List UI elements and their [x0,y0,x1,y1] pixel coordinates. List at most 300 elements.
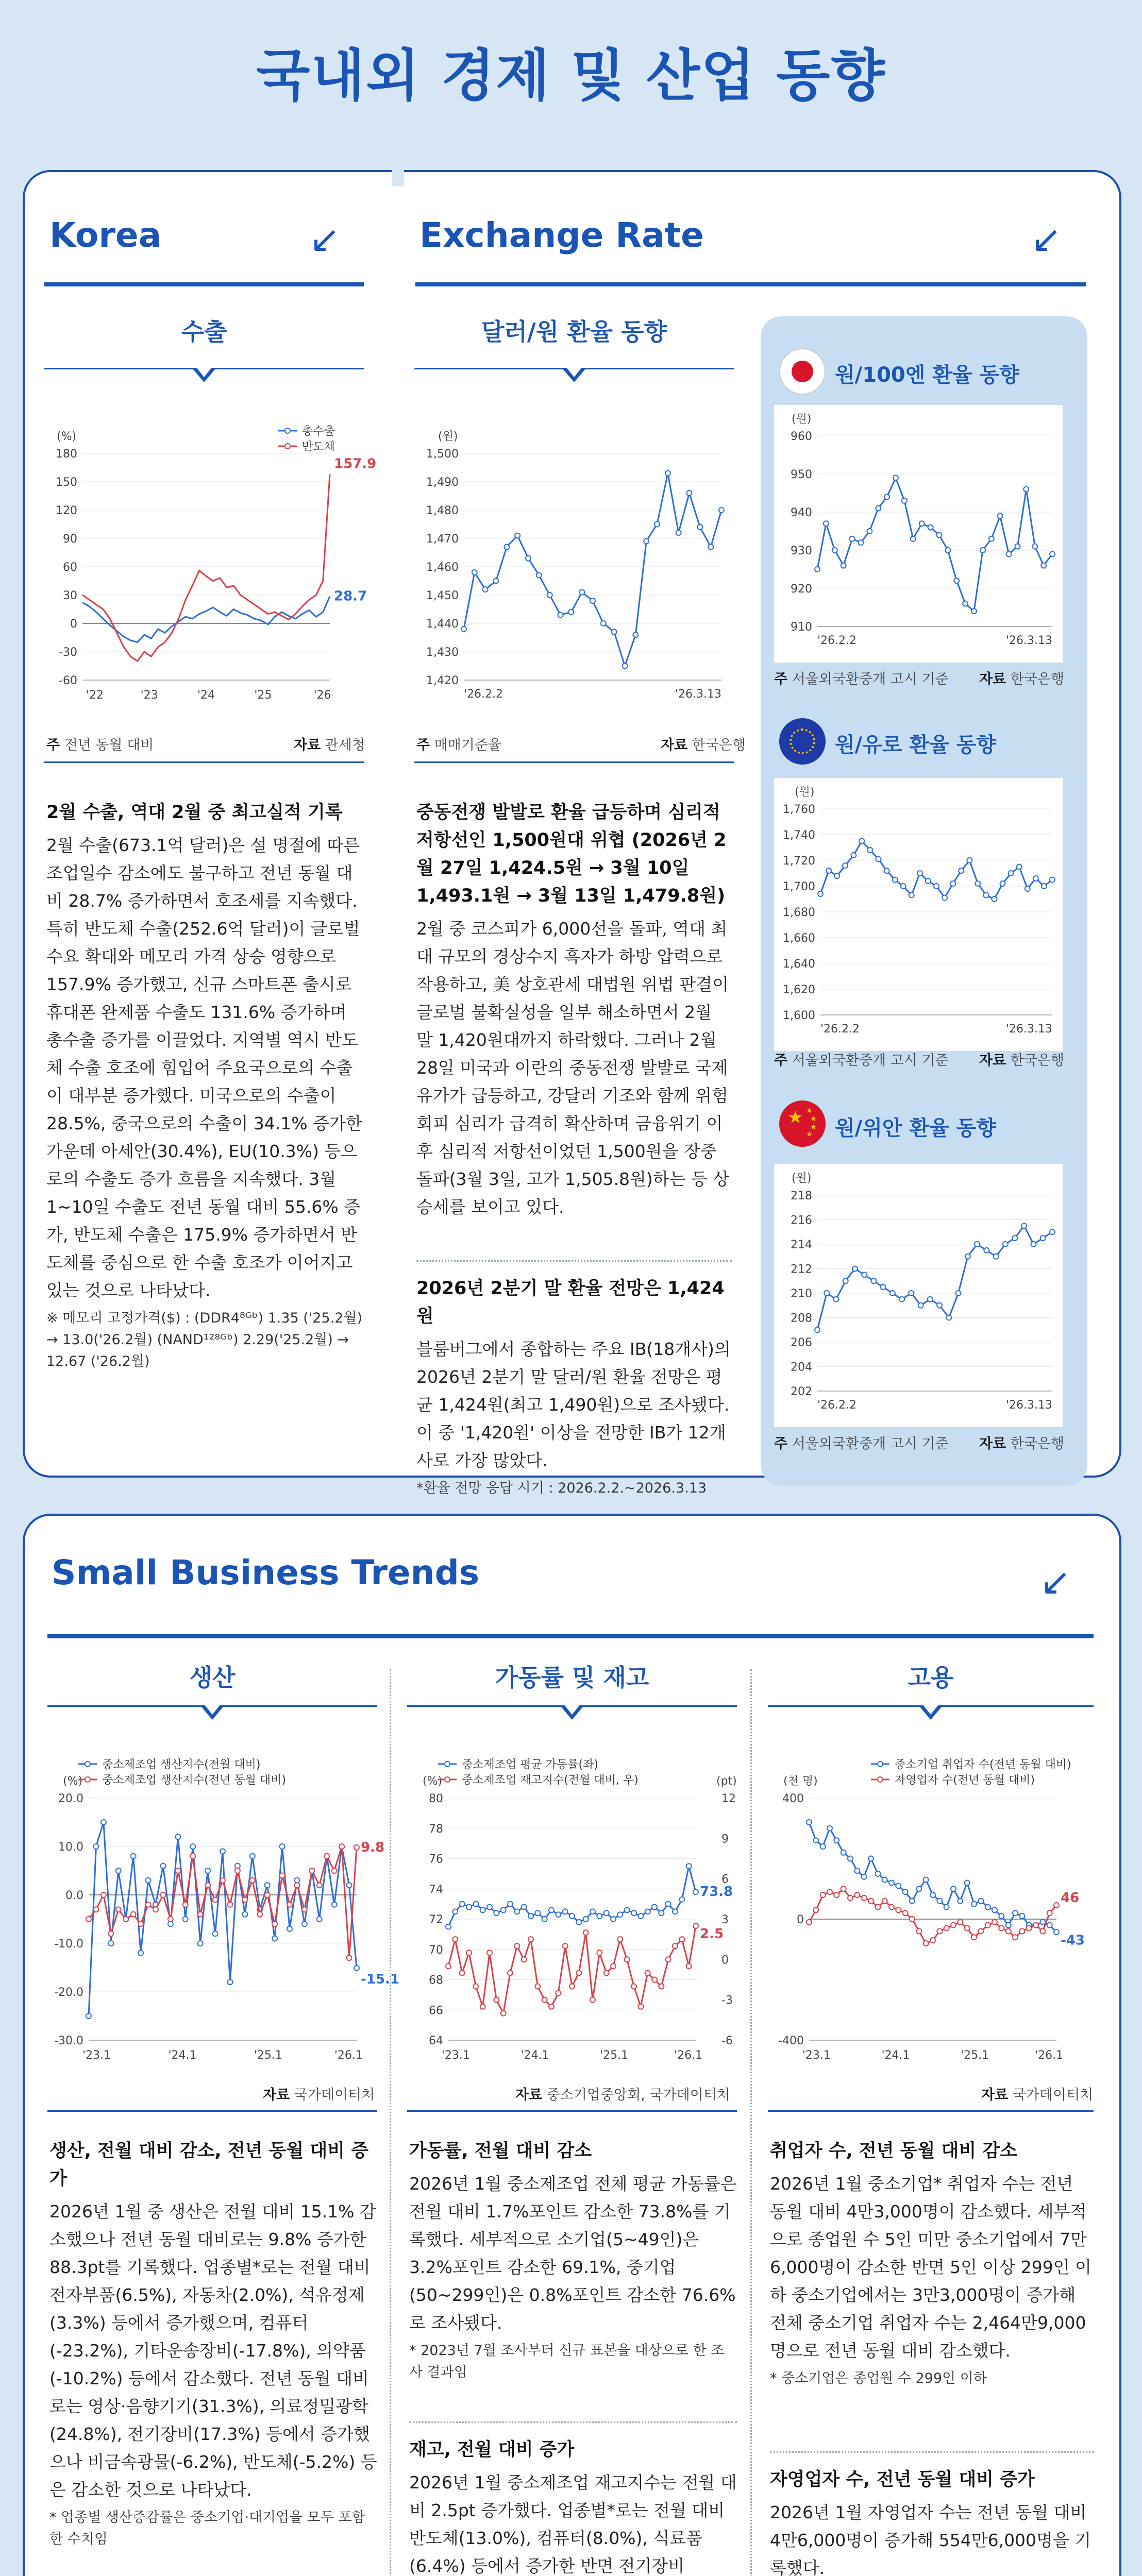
y-tick-label: 1,720 [783,855,815,868]
data-point [501,2011,506,2016]
data-point [549,2004,554,2009]
data-point [867,529,872,534]
data-point [242,1897,247,1902]
data-point [528,1913,533,1919]
tab-notch [392,168,404,187]
utilization-title: 가동률 및 재고 [495,1664,649,1691]
data-point [967,858,972,863]
series-line [82,596,330,642]
data-point [679,1937,684,1942]
production-title: 생산 [189,1664,236,1691]
usd-note: 주 매매기준율 [416,737,502,753]
yuan-note: 주 서울외국환중개 고시 기준 [774,1436,949,1452]
data-point [86,2013,91,2019]
data-point [535,1984,540,1989]
data-point [590,1909,595,1914]
y-tick-label: 120 [56,504,77,517]
data-point [183,1917,188,1922]
employment-chart [768,1752,1098,2071]
data-point [827,1889,832,1894]
yen-chart [774,405,1063,663]
y-tick-label: -30 [59,646,77,659]
data-point [1050,877,1055,883]
data-point [535,1910,540,1916]
data-point [867,848,872,853]
data-point [930,1938,935,1943]
data-point [882,1899,887,1904]
end-value-label: 2.5 [700,1926,724,1942]
sep-1 [390,1669,391,2576]
data-point [542,1917,547,1922]
data-point [446,1963,451,1969]
y-unit-label: (원) [792,1172,812,1185]
x-end-label: '26.3.13 [1005,634,1052,647]
data-point [951,1923,956,1928]
y-right-tick-label: 0 [721,1954,729,1967]
data-point [601,621,606,626]
data-point [697,524,702,530]
data-point [676,530,681,535]
export-source: 자료 관세청 [294,737,366,753]
legend-label: 총수출 [302,425,335,438]
data-point [569,1984,575,1989]
data-point [719,507,724,513]
data-point [954,578,959,583]
data-point [302,1907,307,1912]
y-tick-label: 1,660 [783,932,815,945]
data-point [324,1854,329,1859]
data-point [1041,563,1046,568]
legend-label: 자영업자 수(전년 동월 대비) [895,1774,1035,1787]
data-point [928,525,933,530]
legend-marker [445,1777,450,1782]
data-point [108,1931,113,1936]
data-point [1012,1235,1017,1241]
data-point [686,1863,692,1869]
data-point [910,1899,915,1904]
data-point [965,1254,970,1259]
data-point [1015,544,1020,549]
data-point [528,1937,533,1942]
utilization-notch [561,1706,583,1720]
data-point [576,1920,581,1925]
y-unit-label: (%) [423,1775,443,1788]
data-point [965,1880,970,1886]
data-point [815,567,820,572]
korea-article [46,799,366,1372]
korea-article-note: ※ 메모리 고정가격($) : (DDR4⁸ᴳᵇ) 1.35 ('25.2월) → 13.0('26.2월) (NAND¹²⁸ᴳᵇ) 2.29('25.2월) → 12.67 ('26.2월) [46,1310,362,1369]
inventory-article-title: 재고, 전월 대비 증가 [409,2439,575,2460]
data-point [569,1913,575,1919]
data-point [958,1920,963,1925]
data-point [1040,1929,1045,1934]
y-tick-label: 204 [791,1361,812,1374]
yuan-source: 자료 한국은행 [979,1436,1065,1452]
export-chart [41,412,377,721]
data-point [198,1941,203,1946]
data-point [108,1941,113,1946]
data-point [999,1926,1004,1931]
data-point [934,884,939,889]
usd-article-body: 2월 중 코스피가 6,000선을 돌파, 역대 최대 규모의 경상수지 흑자가 하방 압력으로 작용하고, 美 상호관세 대법원 위법 판결이 글로벌 불확실성을 일부 해소하면서 2월 말 1,420원대까지 하락했다. 그러나 2월 28일 미국과 이란의 중동전쟁 발발로 국제유가가 급등하고, 강달러 기조와 함께 위험회피 심리가 급격히 확산하며 금융위기 이후 심리적 저항선이었던 1,500원을 장중 돌파(3월 3일, 고가 1,505.8원)하는 등 상승세를 보이고 있다. [416,919,730,1217]
export-note: 주 전년 동월 대비 [46,737,154,753]
y-tick-label: 950 [791,468,812,481]
data-point [679,1897,684,1902]
data-point [971,608,977,614]
data-point [903,1889,908,1894]
y-tick-label: 210 [791,1287,812,1300]
y-unit-label: (천 명) [783,1775,818,1788]
utilization-article-title: 가동률, 전월 대비 감소 [409,2141,592,2161]
y-tick-label: 1,600 [783,1009,815,1022]
data-point [1023,487,1029,492]
data-point [579,590,584,595]
data-point [666,1957,671,1962]
chart-background [774,778,1063,1051]
usd-bottom-rule [414,761,734,763]
employment-article-title: 취업자 수, 전년 동월 대비 감소 [770,2141,1017,2161]
y-tick-label: 1,420 [426,674,459,687]
data-point [1050,551,1055,556]
data-point [815,1327,820,1332]
data-point [850,536,855,541]
data-point [287,1926,292,1931]
data-point [659,1984,664,1989]
x-start-label: '26.2.2 [817,634,857,647]
data-point [980,548,985,553]
data-point [597,1950,602,1955]
data-point [213,1931,218,1936]
utilization-article-note: * 2023년 7월 조사부터 신규 표본을 대상으로 한 조사 결과임 [409,2343,725,2380]
production-source-text: 국가데이터처 [294,2087,375,2103]
x-end-label: '26.3.13 [1005,1399,1052,1412]
data-point [280,1844,285,1849]
data-point [205,1868,210,1873]
x-tick-label: '26 [313,689,331,702]
data-point [563,1909,568,1914]
data-point [852,1266,858,1272]
data-point [549,1907,554,1912]
data-point [604,1910,609,1916]
y-tick-label: 0 [70,618,77,631]
data-point [123,1917,128,1922]
data-point [452,1937,458,1942]
usd-sep [416,1260,732,1262]
utilization-source: 자료 중소기업중앙회, 국가데이터처 [515,2087,730,2103]
data-point [956,1291,961,1296]
korea-arrow-icon: ↙ [309,217,341,261]
sb-heading: Small Business Trends [52,1553,480,1592]
data-point [138,1951,143,1956]
korea-article-title: 2월 수출, 역대 2월 중 최고실적 기록 [46,802,343,823]
data-point [978,1899,983,1904]
data-point [937,1899,942,1904]
y-unit-label: (원) [795,786,815,799]
y-tick-label: 910 [791,621,812,634]
x-tick-label: '26.1 [1035,2049,1064,2062]
sb-arrow-icon: ↙ [1040,1560,1071,1603]
data-point [272,1921,277,1926]
y-tick-label: 1,500 [426,448,459,461]
data-point [302,1921,307,1926]
data-point [944,1905,949,1910]
export-title: 수출 [181,318,227,346]
data-point [138,1921,143,1926]
data-point [978,1929,983,1934]
data-point [522,1957,527,1962]
data-point [515,533,520,538]
data-point [198,1912,203,1917]
data-point [638,1913,643,1919]
data-point [472,570,477,575]
sb-rule [47,1634,1094,1638]
data-point [1040,1235,1046,1241]
x-tick-label: '25.1 [961,2049,989,2062]
data-point [965,1926,970,1931]
korea-heading: Korea [49,215,162,255]
data-point [547,592,552,598]
data-point [294,1883,299,1888]
legend-label: 중소기업 취업자 수(전년 동월 대비) [895,1758,1071,1771]
data-point [963,601,968,606]
end-value-label: -43 [1061,1933,1085,1948]
data-point [884,868,889,873]
data-point [994,1254,999,1259]
y-tick-label: 212 [791,1263,812,1276]
data-point [876,506,881,511]
y-tick-label: 1,430 [426,646,459,659]
y-unit-label: (%) [57,430,77,443]
utilization-chart [407,1752,742,2071]
y-tick-label: 1,490 [426,476,459,489]
data-point [975,1242,980,1247]
end-value-label: -15.1 [361,1971,399,1987]
data-point [1006,1923,1011,1928]
data-point [526,556,531,561]
data-point [617,1912,623,1917]
exchange-arrow-icon: ↙ [1031,217,1062,261]
data-point [473,1984,478,1989]
outlook-article [416,1275,732,1499]
data-point [466,1950,472,1955]
employment-article [770,2137,1094,2389]
data-point [975,881,980,886]
data-point [693,1889,698,1894]
data-point [876,857,881,862]
y-tick-label: 10.0 [58,1841,83,1854]
data-point [1025,886,1030,891]
legend-marker [85,1777,90,1782]
data-point [611,1963,616,1969]
data-point [1019,1913,1025,1919]
data-point [951,1886,956,1891]
data-point [460,1902,465,1907]
data-point [909,893,914,898]
y-unit-label: (원) [438,430,458,443]
data-point [611,1917,616,1922]
data-point [1040,1920,1045,1925]
data-point [834,873,839,878]
utilization-sep [409,2421,737,2423]
y-tick-label: 74 [429,1883,443,1896]
data-point [998,513,1003,518]
data-point [175,1834,180,1839]
data-point [1047,1910,1052,1916]
x-tick-label: '23.1 [82,2049,111,2062]
data-point [989,536,994,541]
data-point [992,1920,997,1925]
yuan-source-text: 한국은행 [1010,1436,1065,1452]
utilization-source-text: 중소기업중앙회, 국가데이터처 [546,2087,730,2103]
outlook-title: 2026년 2분기 말 환율 전망은 1,424원 [416,1278,725,1327]
x-start-label: '26.2.2 [820,1023,860,1036]
data-point [501,1907,506,1912]
y-tick-label: 180 [56,448,77,461]
yuan-title: 원/위안 환율 동향 [835,1116,996,1140]
data-point [824,521,829,526]
exchange-heading: Exchange Rate [419,215,704,255]
self-employed-body: 2026년 1월 자영업자 수는 전년 동월 대비 4만6,000명이 증가해 554만6,000명을 기록했다. [770,2502,1091,2576]
x-tick-label: '23.1 [441,2049,470,2062]
yuan-note-text: 서울외국환중개 고시 기준 [792,1436,949,1452]
outlook-note: *환율 전망 응답 시기 : 2026.2.2.~2026.3.13 [416,1480,707,1496]
data-point [834,1892,839,1897]
data-point [265,1892,270,1897]
data-point [813,1907,818,1912]
data-point [841,1886,846,1891]
y-right-unit-label: (pt) [716,1775,737,1788]
data-point [227,1902,232,1907]
x-tick-label: '24 [197,689,215,702]
x-tick-label: '24.1 [881,2049,910,2062]
data-point [558,613,563,618]
data-point [687,490,692,496]
x-start-label: '26.2.2 [464,688,503,701]
data-point [807,1820,812,1825]
data-point [153,1907,158,1912]
y-right-tick-label: -6 [721,2035,733,2047]
exchange-rule [415,282,1086,286]
end-value-label: 73.8 [700,1884,733,1900]
employment-notch [919,1706,942,1720]
euro-source-text: 한국은행 [1010,1053,1065,1069]
y-tick-label: 218 [791,1190,812,1202]
utilization-article [409,2137,737,2383]
legend-marker [445,1761,450,1767]
data-point [205,1883,210,1888]
data-point [631,1910,636,1916]
data-point [583,1917,589,1922]
data-point [1054,1903,1059,1908]
production-chart [47,1752,399,2071]
data-point [985,1905,990,1910]
employment-title: 고용 [908,1664,954,1691]
data-point [213,1897,218,1902]
data-point [131,1912,136,1917]
data-point [708,545,713,550]
y-right-tick-label: 12 [721,1792,736,1805]
data-point [918,1303,923,1308]
data-point [612,630,617,635]
yen-note: 주 서울외국환중개 고시 기준 [774,671,949,687]
legend-label: 중소제조업 평균 가동률(좌) [462,1758,598,1771]
data-point [868,1899,874,1904]
y-tick-label: 72 [429,1913,443,1926]
data-point [652,1905,657,1910]
y-right-tick-label: 3 [721,1913,729,1926]
usd-title: 달러/원 환율 동향 [481,318,667,346]
data-point [272,1936,277,1941]
y-tick-label: 1,440 [426,618,459,631]
data-point [461,626,466,632]
data-point [889,1880,894,1886]
y-tick-label: 206 [791,1336,812,1349]
data-point [514,1909,519,1914]
y-tick-label: 960 [791,430,812,443]
data-point [1006,1929,1011,1934]
data-point [875,1905,880,1910]
inventory-article [409,2436,737,2576]
usd-note-text: 매매기준율 [434,737,502,753]
data-point [101,1892,106,1897]
data-point [826,868,831,873]
data-point [625,1907,630,1912]
production-article-note: * 업종별 생산증감률은 중소기업·대기업을 모두 포함한 수치임 [49,2510,365,2547]
inventory-article-body: 2026년 1월 중소제조업 재고지수는 전월 대비 2.5pt 증가했다. 업종별*로는 전월 대비 반도체(13.0%), 컴퓨터(8.0%), 식료품(6.4%) 등에서 증가한 반면 전기장비 [409,2472,737,2576]
data-point [862,1895,867,1901]
data-point [665,471,670,476]
data-point [851,853,856,858]
data-point [833,1297,838,1302]
x-end-label: '26.3.13 [1005,1023,1052,1036]
data-point [999,1913,1004,1919]
end-value-label: 157.9 [334,456,377,472]
data-point [556,1912,561,1917]
y-tick-label: 90 [63,533,77,546]
data-point [309,1868,314,1873]
y-tick-label: 1,760 [783,803,815,816]
usd-article [416,799,732,1221]
employment-source: 자료 국가데이터처 [981,2087,1094,2103]
data-point [659,1910,664,1916]
data-point [923,1941,929,1946]
y-tick-label: 20.0 [58,1792,83,1805]
export-note-text: 전년 동월 대비 [64,737,154,753]
data-point [633,632,638,637]
y-unit-label: (%) [63,1775,83,1788]
yuan-chart [774,1164,1063,1427]
x-tick-label: '24.1 [520,2049,549,2062]
data-point [1050,1229,1055,1234]
data-point [644,539,649,544]
production-source: 자료 국가데이터처 [263,2087,375,2103]
utilization-article-body: 2026년 1월 중소제조업 전체 평균 가동률은 전월 대비 1.7%포인트 감소한 73.8%를 기록했다. 세부적으로 소기업(5~49인)은 3.2%포인트 감소한 69.1%, 중기업(50~299인)은 0.8%포인트 감소한 76.6%로 조사됐다. [409,2174,737,2333]
data-point [160,1892,165,1897]
data-point [854,1868,860,1873]
data-point [556,1991,561,1996]
data-point [1017,865,1022,870]
data-point [843,863,848,868]
y-tick-label: -20.0 [54,1986,83,1999]
x-tick-label: '26.1 [334,2049,363,2062]
data-point [645,1970,650,1975]
data-point [487,1950,492,1955]
y-right-tick-label: -3 [721,1994,733,2007]
eu-flag-icon [779,718,826,765]
y-tick-label: 208 [791,1312,812,1325]
data-point [916,1929,921,1934]
employment-source-text: 국가데이터처 [1012,2087,1094,2103]
